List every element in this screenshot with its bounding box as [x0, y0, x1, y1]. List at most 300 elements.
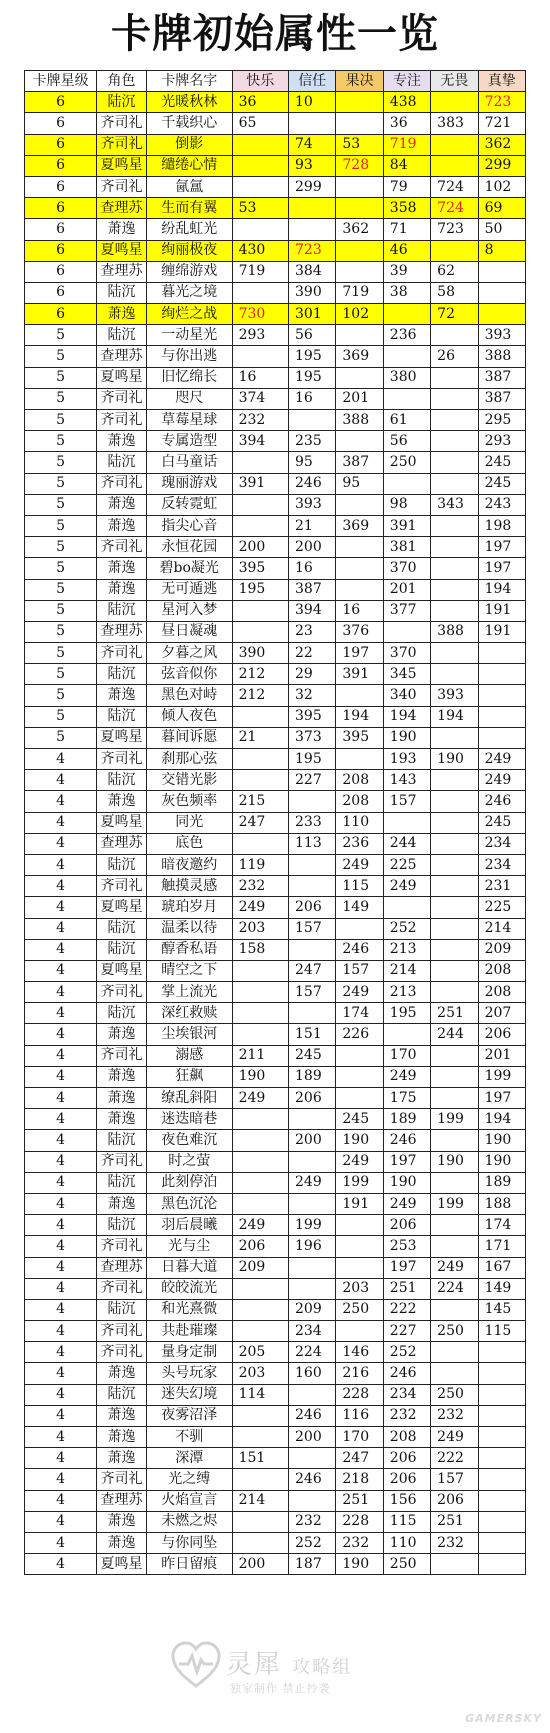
cell-decisive	[336, 494, 383, 515]
header-fearless: 无畏	[431, 71, 478, 92]
table-row	[25, 240, 526, 261]
cell-fearless	[431, 1342, 478, 1363]
cell-sincere	[478, 261, 525, 282]
cell-trust: 187	[289, 1554, 336, 1575]
cell-card-name: 倾人夜色	[146, 706, 232, 727]
cell-sincere: 388	[478, 346, 525, 367]
cell-star: 4	[25, 1532, 97, 1553]
cell-decisive: 376	[336, 621, 383, 642]
cell-card-name: 灰色频率	[146, 791, 232, 812]
cell-happy: 232	[232, 876, 288, 897]
cell-focus: 56	[383, 431, 430, 452]
cell-star: 4	[25, 833, 97, 854]
cell-character: 夏鸣星	[97, 240, 147, 261]
cell-star: 6	[25, 282, 97, 303]
cell-sincere: 243	[478, 494, 525, 515]
cell-trust	[289, 1109, 336, 1130]
cell-card-name: 光暖秋林	[146, 92, 232, 113]
cell-happy	[232, 1193, 288, 1214]
card-attribute-table	[24, 70, 526, 1575]
cell-character: 齐司礼	[97, 134, 147, 155]
cell-happy	[232, 1532, 288, 1553]
cell-card-name: 生而有翼	[146, 198, 232, 219]
cell-focus: 252	[383, 918, 430, 939]
cell-decisive	[336, 685, 383, 706]
cell-happy	[232, 346, 288, 367]
cell-character: 陆沉	[97, 1172, 147, 1193]
cell-character: 查理苏	[97, 833, 147, 854]
cell-character: 夏鸣星	[97, 367, 147, 388]
cell-character: 陆沉	[97, 918, 147, 939]
cell-focus: 170	[383, 1045, 430, 1066]
cell-star: 6	[25, 155, 97, 176]
cell-decisive: 249	[336, 982, 383, 1003]
cell-decisive	[336, 558, 383, 579]
table-row	[25, 494, 526, 515]
table-row	[25, 282, 526, 303]
cell-card-name: 不驯	[146, 1427, 232, 1448]
cell-card-name: 刹那心弦	[146, 749, 232, 770]
cell-card-name: 此刻停泊	[146, 1172, 232, 1193]
cell-character: 齐司礼	[97, 876, 147, 897]
cell-decisive: 388	[336, 410, 383, 431]
table-row	[25, 1193, 526, 1214]
cell-fearless	[431, 1045, 478, 1066]
cell-fearless: 194	[431, 706, 478, 727]
cell-focus: 46	[383, 240, 430, 261]
cell-trust: 195	[289, 346, 336, 367]
cell-star: 5	[25, 621, 97, 642]
cell-star: 4	[25, 1151, 97, 1172]
cell-focus: 719	[383, 134, 430, 155]
cell-character: 萧逸	[97, 685, 147, 706]
table-row	[25, 113, 526, 134]
cell-sincere: 197	[478, 558, 525, 579]
cell-decisive	[336, 1321, 383, 1342]
cell-fearless: 62	[431, 261, 478, 282]
cell-trust	[289, 219, 336, 240]
cell-fearless	[431, 897, 478, 918]
cell-card-name: 暮间诉愿	[146, 727, 232, 748]
cell-trust: 200	[289, 1130, 336, 1151]
cell-fearless	[431, 664, 478, 685]
cell-decisive	[336, 749, 383, 770]
table-row	[25, 643, 526, 664]
cell-card-name: 晴空之下	[146, 960, 232, 981]
cell-card-name: 咫尺	[146, 388, 232, 409]
cell-focus: 201	[383, 579, 430, 600]
cell-star: 5	[25, 346, 97, 367]
cell-character: 陆沉	[97, 1003, 147, 1024]
table-row	[25, 1363, 526, 1384]
table-row	[25, 1003, 526, 1024]
cell-trust: 232	[289, 1511, 336, 1532]
cell-fearless: 724	[431, 198, 478, 219]
cell-happy	[232, 960, 288, 981]
cell-character: 齐司礼	[97, 1342, 147, 1363]
cell-card-name: 倒影	[146, 134, 232, 155]
table-row	[25, 621, 526, 642]
cell-focus: 249	[383, 876, 430, 897]
cell-star: 5	[25, 367, 97, 388]
cell-character: 陆沉	[97, 600, 147, 621]
table-row	[25, 1448, 526, 1469]
header-focus: 专注	[383, 71, 430, 92]
cell-sincere: 387	[478, 388, 525, 409]
table-row	[25, 304, 526, 325]
cell-sincere	[478, 1469, 525, 1490]
cell-fearless: 251	[431, 1511, 478, 1532]
cell-star: 4	[25, 1003, 97, 1024]
cell-sincere: 393	[478, 325, 525, 346]
cell-character: 齐司礼	[97, 1045, 147, 1066]
cell-card-name: 夜雾沼泽	[146, 1405, 232, 1426]
cell-decisive	[336, 1066, 383, 1087]
cell-happy: 65	[232, 113, 288, 134]
cell-sincere: 50	[478, 219, 525, 240]
cell-sincere: 208	[478, 982, 525, 1003]
cell-trust: 384	[289, 261, 336, 282]
table-row	[25, 1257, 526, 1278]
cell-star: 5	[25, 388, 97, 409]
cell-fearless	[431, 876, 478, 897]
cell-trust: 199	[289, 1215, 336, 1236]
cell-fearless: 249	[431, 1427, 478, 1448]
cell-fearless	[431, 643, 478, 664]
cell-sincere: 721	[478, 113, 525, 134]
cell-character: 萧逸	[97, 515, 147, 536]
table-row	[25, 1511, 526, 1532]
heart-pulse-icon	[170, 1640, 222, 1690]
cell-trust: 246	[289, 473, 336, 494]
cell-character: 萧逸	[97, 1427, 147, 1448]
cell-sincere: 207	[478, 1003, 525, 1024]
cell-fearless: 723	[431, 219, 478, 240]
cell-card-name: 头号玩家	[146, 1363, 232, 1384]
cell-trust: 387	[289, 579, 336, 600]
cell-star: 5	[25, 537, 97, 558]
table-row	[25, 1024, 526, 1045]
cell-star: 4	[25, 1490, 97, 1511]
header-star-level: 卡牌星级	[25, 71, 97, 92]
cell-fearless	[431, 833, 478, 854]
cell-fearless: 199	[431, 1109, 478, 1130]
cell-fearless	[431, 1215, 478, 1236]
cell-trust: 93	[289, 155, 336, 176]
cell-decisive: 95	[336, 473, 383, 494]
cell-trust: 394	[289, 600, 336, 621]
cell-star: 4	[25, 1448, 97, 1469]
cell-star: 4	[25, 1236, 97, 1257]
table-row	[25, 367, 526, 388]
cell-happy: 395	[232, 558, 288, 579]
cell-focus: 71	[383, 219, 430, 240]
cell-sincere	[478, 282, 525, 303]
cell-decisive	[336, 1215, 383, 1236]
cell-decisive	[336, 367, 383, 388]
cell-decisive: 232	[336, 1532, 383, 1553]
cell-sincere: 194	[478, 579, 525, 600]
cell-fearless	[431, 325, 478, 346]
cell-focus	[383, 621, 430, 642]
header-sincere: 真挚	[478, 71, 525, 92]
table-row	[25, 982, 526, 1003]
cell-happy	[232, 982, 288, 1003]
cell-trust: 235	[289, 431, 336, 452]
table-row	[25, 1151, 526, 1172]
cell-focus: 251	[383, 1278, 430, 1299]
cell-focus: 438	[383, 92, 430, 113]
cell-focus: 190	[383, 727, 430, 748]
cell-trust	[289, 113, 336, 134]
table-row	[25, 1405, 526, 1426]
cell-character: 萧逸	[97, 494, 147, 515]
cell-character: 查理苏	[97, 198, 147, 219]
cell-character: 陆沉	[97, 770, 147, 791]
cell-character: 萧逸	[97, 219, 147, 240]
cell-trust: 390	[289, 282, 336, 303]
cell-character: 萧逸	[97, 558, 147, 579]
cell-card-name: 缭乱斜阳	[146, 1088, 232, 1109]
cell-focus: 340	[383, 685, 430, 706]
cell-card-name: 未燃之烬	[146, 1511, 232, 1532]
cell-star: 4	[25, 1299, 97, 1320]
cell-sincere: 387	[478, 367, 525, 388]
cell-fearless: 72	[431, 304, 478, 325]
table-row	[25, 1384, 526, 1405]
table-row	[25, 452, 526, 473]
table-row	[25, 1299, 526, 1320]
cell-fearless: 232	[431, 1405, 478, 1426]
cell-happy	[232, 1511, 288, 1532]
cell-trust: 209	[289, 1299, 336, 1320]
cell-focus: 358	[383, 198, 430, 219]
cell-happy: 203	[232, 1363, 288, 1384]
cell-happy	[232, 282, 288, 303]
cell-sincere: 234	[478, 854, 525, 875]
cell-character: 萧逸	[97, 304, 147, 325]
cell-character: 夏鸣星	[97, 1554, 147, 1575]
cell-happy: 391	[232, 473, 288, 494]
cell-focus: 36	[383, 113, 430, 134]
cell-fearless	[431, 791, 478, 812]
cell-fearless	[431, 1299, 478, 1320]
cell-sincere: 293	[478, 431, 525, 452]
cell-star: 5	[25, 706, 97, 727]
cell-star: 5	[25, 727, 97, 748]
cell-happy: 719	[232, 261, 288, 282]
cell-happy: 190	[232, 1066, 288, 1087]
cell-happy	[232, 1278, 288, 1299]
cell-focus: 377	[383, 600, 430, 621]
cell-character: 陆沉	[97, 1299, 147, 1320]
table-row	[25, 410, 526, 431]
header-decisive: 果决	[336, 71, 383, 92]
cell-card-name: 琥珀岁月	[146, 897, 232, 918]
cell-card-name: 白马童话	[146, 452, 232, 473]
table-row	[25, 579, 526, 600]
cell-star: 5	[25, 431, 97, 452]
cell-happy: 53	[232, 198, 288, 219]
cell-decisive	[336, 1088, 383, 1109]
cell-decisive: 194	[336, 706, 383, 727]
cell-star: 5	[25, 473, 97, 494]
cell-decisive: 102	[336, 304, 383, 325]
cell-happy: 212	[232, 664, 288, 685]
cell-decisive: 174	[336, 1003, 383, 1024]
cell-card-name: 旧忆绵长	[146, 367, 232, 388]
table-body	[25, 92, 526, 1575]
cell-fearless: 250	[431, 1384, 478, 1405]
cell-sincere: 191	[478, 600, 525, 621]
cell-star: 5	[25, 664, 97, 685]
cell-focus: 249	[383, 1193, 430, 1214]
cell-trust	[289, 1257, 336, 1278]
cell-card-name: 暮光之境	[146, 282, 232, 303]
cell-trust	[289, 1151, 336, 1172]
cell-card-name: 无可遁逃	[146, 579, 232, 600]
cell-focus: 206	[383, 1448, 430, 1469]
cell-character: 齐司礼	[97, 982, 147, 1003]
cell-happy	[232, 600, 288, 621]
cell-happy: 249	[232, 1215, 288, 1236]
cell-fearless	[431, 537, 478, 558]
cell-happy: 16	[232, 367, 288, 388]
table-row	[25, 134, 526, 155]
cell-fearless	[431, 431, 478, 452]
cell-decisive: 208	[336, 770, 383, 791]
cell-focus: 197	[383, 1257, 430, 1278]
cell-character: 陆沉	[97, 706, 147, 727]
cell-sincere	[478, 1405, 525, 1426]
cell-fearless	[431, 918, 478, 939]
cell-trust	[289, 1003, 336, 1024]
cell-character: 齐司礼	[97, 1278, 147, 1299]
cell-star: 5	[25, 452, 97, 473]
cell-star: 5	[25, 579, 97, 600]
cell-card-name: 指尖心音	[146, 515, 232, 536]
cell-star: 4	[25, 1469, 97, 1490]
cell-star: 6	[25, 198, 97, 219]
cell-card-name: 日暮大道	[146, 1257, 232, 1278]
cell-star: 4	[25, 1342, 97, 1363]
cell-focus: 250	[383, 1554, 430, 1575]
cell-fearless: 157	[431, 1469, 478, 1490]
cell-sincere: 149	[478, 1278, 525, 1299]
cell-decisive	[336, 918, 383, 939]
cell-fearless	[431, 410, 478, 431]
cell-happy: 430	[232, 240, 288, 261]
cell-character: 萧逸	[97, 1088, 147, 1109]
cell-decisive	[336, 113, 383, 134]
cell-fearless	[431, 367, 478, 388]
cell-sincere: 201	[478, 1045, 525, 1066]
cell-card-name: 黑色对峙	[146, 685, 232, 706]
cell-card-name: 皎皎流光	[146, 1278, 232, 1299]
cell-focus: 253	[383, 1236, 430, 1257]
cell-trust: 29	[289, 664, 336, 685]
cell-trust	[289, 876, 336, 897]
cell-happy: 200	[232, 1554, 288, 1575]
cell-character: 萧逸	[97, 431, 147, 452]
table-row	[25, 176, 526, 197]
cell-focus: 345	[383, 664, 430, 685]
cell-happy: 151	[232, 1448, 288, 1469]
cell-decisive: 208	[336, 791, 383, 812]
cell-focus: 380	[383, 367, 430, 388]
cell-character: 萧逸	[97, 1532, 147, 1553]
table-row	[25, 897, 526, 918]
cell-trust: 246	[289, 1405, 336, 1426]
cell-card-name: 交错光影	[146, 770, 232, 791]
cell-focus: 246	[383, 1130, 430, 1151]
cell-happy: 293	[232, 325, 288, 346]
cell-star: 4	[25, 770, 97, 791]
cell-focus: 98	[383, 494, 430, 515]
cell-decisive: 53	[336, 134, 383, 155]
cell-star: 4	[25, 1511, 97, 1532]
cell-card-name: 狂飙	[146, 1066, 232, 1087]
cell-fearless: 232	[431, 1532, 478, 1553]
cell-happy: 730	[232, 304, 288, 325]
cell-focus: 194	[383, 706, 430, 727]
cell-character: 萧逸	[97, 579, 147, 600]
cell-character: 陆沉	[97, 664, 147, 685]
cell-decisive: 728	[336, 155, 383, 176]
cell-decisive: 110	[336, 812, 383, 833]
cell-trust	[289, 1448, 336, 1469]
cell-trust	[289, 410, 336, 431]
cell-trust: 16	[289, 388, 336, 409]
cell-happy	[232, 1109, 288, 1130]
cell-fearless	[431, 812, 478, 833]
cell-decisive: 228	[336, 1384, 383, 1405]
table-row	[25, 1130, 526, 1151]
cell-trust: 32	[289, 685, 336, 706]
cell-sincere	[478, 1427, 525, 1448]
cell-focus	[383, 473, 430, 494]
cell-sincere: 102	[478, 176, 525, 197]
cell-star: 6	[25, 134, 97, 155]
cell-character: 陆沉	[97, 1384, 147, 1405]
table-row	[25, 1469, 526, 1490]
cell-sincere: 198	[478, 515, 525, 536]
cell-sincere: 190	[478, 1151, 525, 1172]
cell-character: 齐司礼	[97, 176, 147, 197]
cell-card-name: 绚丽极夜	[146, 240, 232, 261]
cell-focus: 156	[383, 1490, 430, 1511]
cell-star: 5	[25, 558, 97, 579]
cell-sincere: 209	[478, 939, 525, 960]
cell-star: 4	[25, 1109, 97, 1130]
cell-decisive	[336, 579, 383, 600]
cell-card-name: 反转霓虹	[146, 494, 232, 515]
table-row	[25, 537, 526, 558]
cell-focus: 189	[383, 1109, 430, 1130]
cell-happy: 374	[232, 388, 288, 409]
cell-trust: 247	[289, 960, 336, 981]
table-row	[25, 812, 526, 833]
cell-character: 萧逸	[97, 1405, 147, 1426]
table-row	[25, 1066, 526, 1087]
cell-focus	[383, 812, 430, 833]
cell-decisive: 387	[336, 452, 383, 473]
table-row	[25, 1088, 526, 1109]
cell-happy	[232, 494, 288, 515]
cell-star: 5	[25, 325, 97, 346]
cell-decisive: 116	[336, 1405, 383, 1426]
cell-card-name: 与你出逃	[146, 346, 232, 367]
